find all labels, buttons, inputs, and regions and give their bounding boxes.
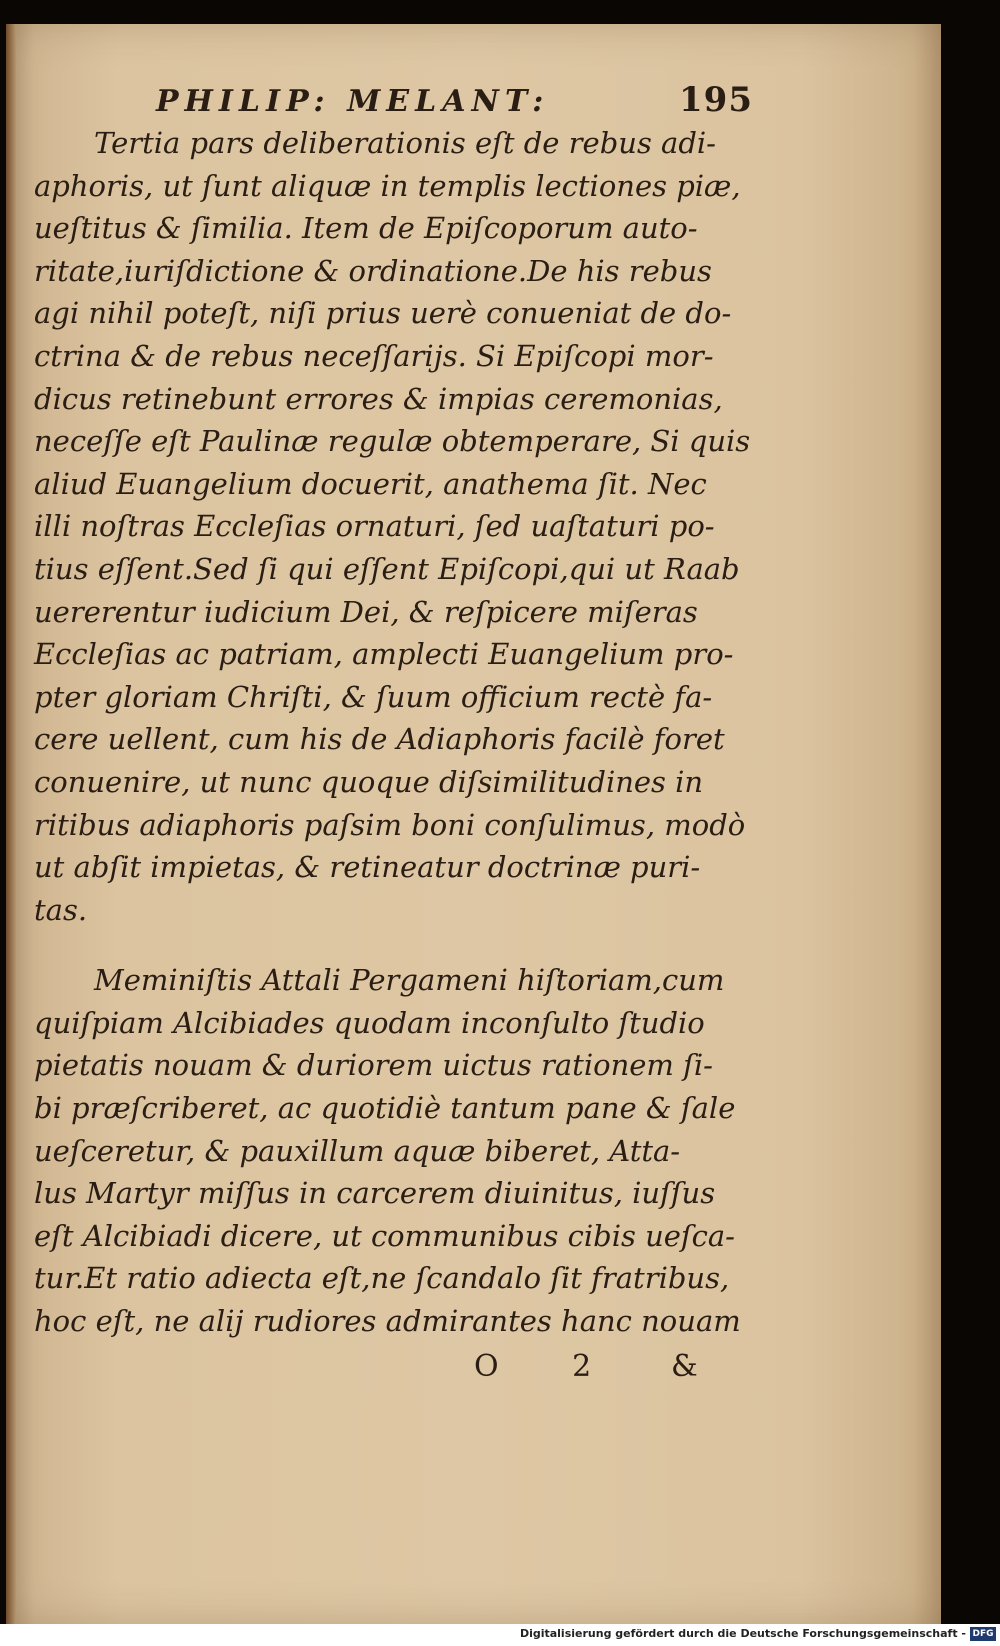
text-line: ut abſit impietas, & retineatur doctrinæ puri- bbox=[34, 850, 701, 885]
text-line: ritibus adiaphoris paſsim boni conſulimus, modò bbox=[34, 807, 746, 842]
text-line: bi præſcriberet, ac quotidiè tantum pane & ſale bbox=[34, 1091, 736, 1126]
text-line: tur.Et ratio adiecta eſt,ne ſcandalo ſit fratribus, bbox=[34, 1261, 730, 1296]
text-line: eſt Alcibiadi dicere, ut communibus cibis ueſca- bbox=[34, 1218, 735, 1253]
signature-mark: O 2 bbox=[474, 1348, 624, 1384]
text-line: neceſſe eſt Paulinæ regulæ obtemperare, Si quis bbox=[34, 424, 751, 459]
footer-bar bbox=[0, 1624, 1000, 1646]
text-line: illi noſtras Eccleſias ornaturi, ſed uaſtaturi po- bbox=[34, 509, 715, 544]
text-line: ueſceretur, & pauxillum aquæ biberet, Atta- bbox=[34, 1133, 681, 1168]
text-line: pter gloriam Chriſti, & ſuum officium rectè fa- bbox=[34, 679, 713, 714]
text-line: conuenire, ut nunc quoque diſsimilitudines in bbox=[34, 764, 704, 799]
text-line: tas. bbox=[34, 892, 88, 927]
text-line: ueſtitus & ſimilia. Item de Epiſcoporum auto- bbox=[34, 211, 698, 246]
text-line: hoc eſt, ne alij rudiores admirantes hanc nouam bbox=[34, 1304, 741, 1339]
text-line: ctrina & de rebus neceſſarijs. Si Epiſcopi mor- bbox=[34, 338, 714, 373]
text-line: aliud Euangelium docuerit, anathema ſit. Nec bbox=[34, 466, 707, 501]
text-line: agi nihil poteſt, niſi prius uerè conueniat de do- bbox=[34, 296, 732, 331]
text-line: aphoris, ut ſunt aliquæ in templis lectiones piæ, bbox=[34, 168, 741, 203]
text-line: uererentur iudicium Dei, & reſpicere miſeras bbox=[34, 594, 698, 629]
paragraph-gap bbox=[34, 931, 734, 959]
text-line: ritate,iuriſdictione & ordinatione.De his rebus bbox=[34, 253, 712, 288]
text-line: quiſpiam Alcibiades quodam inconſulto ſtudio bbox=[34, 1005, 705, 1040]
text-line: pietatis nouam & duriorem uictus rationem ſi- bbox=[34, 1048, 713, 1083]
page-number: 195 bbox=[679, 80, 753, 120]
text-line: dicus retinebunt errores & impias ceremonias, bbox=[34, 381, 723, 416]
running-head bbox=[34, 78, 753, 122]
text-line: Meminiſtis Attali Pergameni hiſtoriam,cum bbox=[94, 963, 725, 998]
book-page bbox=[6, 24, 941, 1624]
text-line: cere uellent, cum his de Adiaphoris facilè foret bbox=[34, 722, 725, 757]
text-line: lus Martyr miſſus in carcerem diuinitus, iuſſus bbox=[34, 1176, 716, 1211]
dfg-logo-icon: DFG bbox=[970, 1627, 996, 1641]
running-title: PHILIP: MELANT: bbox=[156, 84, 550, 119]
paragraph-1 bbox=[34, 122, 751, 931]
text-line: Eccleſias ac patriam, amplecti Euangelium pro- bbox=[34, 637, 734, 672]
paragraph-2 bbox=[34, 959, 741, 1342]
text-line: Tertia pars deliberationis eſt de rebus adi- bbox=[94, 126, 716, 160]
page-text bbox=[34, 78, 753, 1393]
signature-line bbox=[34, 1343, 734, 1393]
funding-credit: Digitalisierung gefördert durch die Deutsche Forschungsgemeinschaft - bbox=[519, 1627, 966, 1640]
text-line: tius eſſent.Sed ſi qui eſſent Epiſcopi,qui ut Raab bbox=[34, 551, 740, 586]
catchword: & bbox=[671, 1348, 698, 1384]
